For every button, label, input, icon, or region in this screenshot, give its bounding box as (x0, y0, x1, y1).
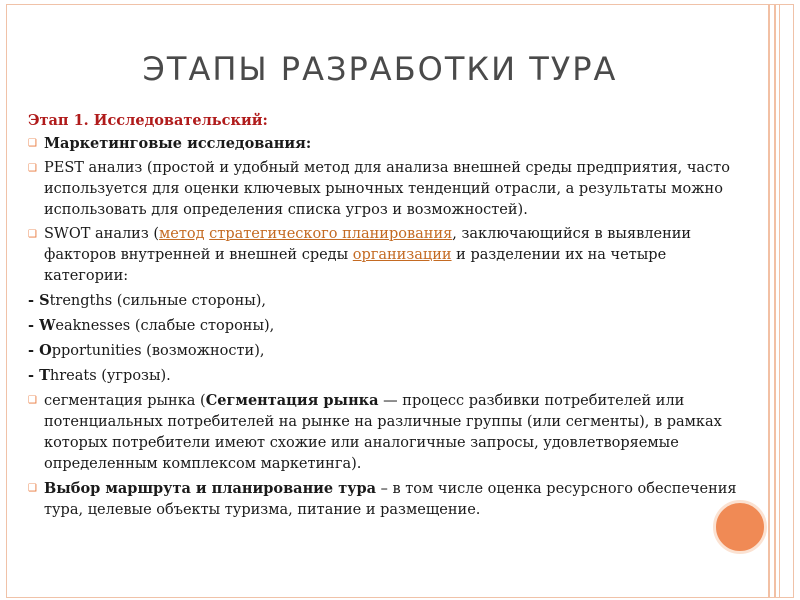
swot-text: , заключающийся в выявлении факторов внутренней и внешней среды (44, 226, 692, 263)
swot-text: и разделении их на четыре категории: (44, 247, 667, 284)
bullet-square-icon: ❑ (28, 395, 37, 406)
route-bold: Выбор маршрута и планирование тура (44, 480, 377, 497)
route-text: – в том числе оценка ресурсного обеспечения тура, целевые объекты туризма, питание и размещение. (44, 481, 737, 518)
link-strategic-planning[interactable]: стратегического планирования (209, 226, 453, 242)
decor-line (779, 4, 780, 598)
slide-content (28, 110, 738, 524)
marketing-heading: Маркетинговые исследования: (44, 135, 312, 152)
bullet-square-icon: ❑ (28, 163, 37, 174)
link-organization[interactable]: организации (352, 247, 452, 263)
decor-line (768, 4, 770, 598)
link-method[interactable]: метод (159, 226, 205, 242)
bullet-square-icon: ❑ (28, 229, 37, 240)
stage-heading: Этап 1. Исследовательский: (28, 112, 268, 129)
bullet-swot (28, 224, 738, 287)
seg-bold: Сегментация рынка (205, 392, 379, 409)
swot-text: SWOT анализ ( (44, 226, 160, 242)
decor-line (774, 4, 776, 598)
seg-text: сегментация рынка ( (44, 393, 206, 409)
bullet-marketing (28, 133, 738, 155)
bullet-pest (28, 158, 738, 221)
dash-item-strengths: - Strengths (сильные стороны), (28, 292, 267, 309)
dash-item-weaknesses: - Weaknesses (слабые стороны), (28, 317, 275, 334)
dash-item-threats: - Threats (угрозы). (28, 367, 171, 384)
seg-text: — процесс разбивки потребителей или потенциальных потребителей на рынке на различные группы (или сегменты), в рамках которых потребители имеют схожие или аналогичные запросы, удовлетворяемые определенным комплексом маркетинга). (44, 393, 722, 472)
pest-text: PEST анализ (простой и удобный метод для анализа внешней среды предприятия, часто используется для оценки ключевых рыночных тенденций отрасли, а результаты можно использовать для определения списка угроз и возможностей). (44, 160, 730, 218)
orange-circle-decor (713, 500, 767, 554)
dash-item-opportunities: - Opportunities (возможности), (28, 342, 265, 359)
bullet-segmentation (28, 390, 738, 475)
bullet-square-icon: ❑ (28, 138, 37, 149)
bullet-route (28, 478, 738, 521)
slide-title: ЭТАПЫ РАЗРАБОТКИ ТУРА (142, 50, 618, 88)
bullet-square-icon: ❑ (28, 483, 37, 494)
